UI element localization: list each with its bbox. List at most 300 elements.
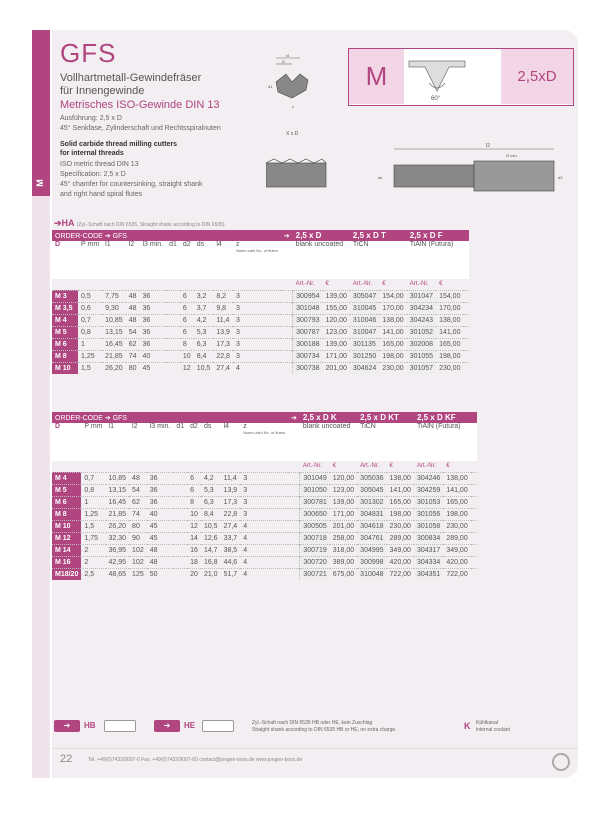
table-cell: 3 bbox=[233, 326, 281, 338]
table-cell: 4 bbox=[240, 532, 288, 544]
table-cell: 13,15 bbox=[106, 484, 130, 496]
table-cell: 11,4 bbox=[221, 472, 241, 484]
table-cell: 74 bbox=[129, 508, 147, 520]
product-table-2 bbox=[52, 412, 477, 580]
shank-note bbox=[252, 720, 397, 734]
table-row bbox=[52, 326, 469, 338]
table-cell: 420,00 bbox=[387, 556, 414, 568]
table-cell: 8,4 bbox=[194, 350, 214, 362]
table-cell: 8,2 bbox=[213, 290, 233, 302]
table-cell: M 8 bbox=[52, 508, 81, 520]
table-cell: M 8 bbox=[52, 350, 78, 362]
table-cell: 300734 bbox=[293, 350, 323, 362]
table-cell: 48 bbox=[126, 314, 140, 326]
coating-label: TiCN bbox=[357, 423, 414, 461]
table-cell: 3 bbox=[240, 484, 288, 496]
english-title bbox=[60, 140, 177, 158]
label-spacer bbox=[187, 461, 201, 472]
table-cell: 4 bbox=[233, 362, 281, 374]
label-spacer bbox=[102, 279, 126, 290]
drawing-d1: d1 bbox=[268, 84, 273, 89]
drawing-x: x bbox=[292, 104, 294, 109]
table-cell: M 10 bbox=[52, 362, 78, 374]
row-spacer bbox=[288, 532, 300, 544]
de-spec-1: Ausführung: 2,5 x D bbox=[60, 115, 122, 122]
table-cell: 21,0 bbox=[201, 568, 221, 580]
table-cell: 42,95 bbox=[106, 556, 130, 568]
table-cell: 20 bbox=[187, 568, 201, 580]
column-head: z Nuten-zahl No. of flutes bbox=[233, 241, 281, 279]
table-cell: 26,20 bbox=[102, 362, 126, 374]
table-cell: 349,00 bbox=[387, 544, 414, 556]
table-cell: 44,6 bbox=[221, 556, 241, 568]
spacer bbox=[281, 241, 293, 279]
table-cell: 8 bbox=[180, 338, 194, 350]
table-cell: 54 bbox=[126, 326, 140, 338]
table-cell: 310048 bbox=[357, 568, 386, 580]
table-cell: 310045 bbox=[350, 302, 379, 314]
table-row bbox=[52, 520, 477, 532]
order-code: ORDER-CODE ➔ GFS bbox=[52, 230, 281, 241]
table-cell: 301047 bbox=[407, 290, 436, 302]
drawing-l3min: l3 min. bbox=[506, 153, 518, 158]
label-spacer bbox=[147, 461, 174, 472]
column-head: D bbox=[52, 241, 78, 279]
table-cell: 304761 bbox=[357, 532, 386, 544]
table-cell: 230,00 bbox=[443, 520, 470, 532]
sub-fill bbox=[463, 241, 469, 279]
eur-label: € bbox=[389, 463, 393, 470]
table-cell: 0,7 bbox=[81, 472, 105, 484]
label-spacer bbox=[233, 279, 281, 290]
table-cell: 300834 bbox=[414, 532, 443, 544]
row-spacer bbox=[288, 508, 300, 520]
column-head: l2 bbox=[129, 423, 147, 461]
table-cell: 165,00 bbox=[379, 338, 406, 350]
table-cell: 301302 bbox=[357, 496, 386, 508]
table-cell: 4 bbox=[240, 568, 288, 580]
table-cell: 165,00 bbox=[387, 496, 414, 508]
table-cell bbox=[173, 496, 187, 508]
table-cell: 171,00 bbox=[323, 350, 350, 362]
coating-label: TiCN bbox=[350, 241, 407, 279]
table-cell: 1 bbox=[78, 338, 102, 350]
label-spacer bbox=[129, 461, 147, 472]
label-spacer bbox=[180, 279, 194, 290]
table-cell: M18/20 bbox=[52, 568, 81, 580]
page-footer bbox=[52, 748, 578, 770]
table-cell: 14,7 bbox=[201, 544, 221, 556]
row-fill bbox=[471, 556, 477, 568]
table-cell: 0,5 bbox=[78, 290, 102, 302]
table-cell: 198,00 bbox=[436, 350, 463, 362]
table-cell: 62 bbox=[129, 496, 147, 508]
row-fill bbox=[471, 520, 477, 532]
table-cell: 8,4 bbox=[201, 508, 221, 520]
order-code: ORDER-CODE ➔ GFS bbox=[52, 412, 288, 423]
table-cell: 12 bbox=[187, 520, 201, 532]
table-cell: 141,00 bbox=[443, 484, 470, 496]
label-spacer bbox=[213, 279, 233, 290]
table-cell: 32,30 bbox=[106, 532, 130, 544]
table-cell bbox=[173, 484, 187, 496]
table-cell: 51,7 bbox=[221, 568, 241, 580]
table-cell: 722,00 bbox=[387, 568, 414, 580]
table-cell: 230,00 bbox=[379, 362, 406, 374]
table-cell: 0,6 bbox=[78, 302, 102, 314]
row-fill bbox=[463, 362, 469, 374]
table-cell: 3 bbox=[233, 338, 281, 350]
row-spacer bbox=[288, 472, 300, 484]
header-fill bbox=[471, 412, 477, 423]
table-cell bbox=[166, 314, 180, 326]
table-cell: 50 bbox=[147, 568, 174, 580]
table-cell: 2,5 bbox=[81, 568, 105, 580]
thread-profile-icon bbox=[407, 53, 467, 103]
table-cell: 4,2 bbox=[201, 472, 221, 484]
row-spacer bbox=[288, 544, 300, 556]
group-header: 2,5 x D T bbox=[350, 230, 407, 241]
column-head: l1 bbox=[106, 423, 130, 461]
table-cell: 304234 bbox=[407, 302, 436, 314]
drawing-ds: ds bbox=[378, 175, 383, 180]
table-cell: 165,00 bbox=[436, 338, 463, 350]
coating-label: TiAlN (Futura) bbox=[414, 423, 471, 461]
row-fill bbox=[463, 338, 469, 350]
table-cell: 304243 bbox=[407, 314, 436, 326]
coolant-letter: K bbox=[464, 721, 471, 731]
table-cell: 123,00 bbox=[330, 484, 357, 496]
table-cell: 722,00 bbox=[443, 568, 470, 580]
table-row bbox=[52, 496, 477, 508]
table-cell: 36 bbox=[139, 338, 166, 350]
table-cell: 2 bbox=[81, 556, 105, 568]
table-cell: 6 bbox=[187, 472, 201, 484]
table-cell bbox=[173, 556, 187, 568]
table-cell: 40 bbox=[139, 350, 166, 362]
table-cell: 3 bbox=[233, 314, 281, 326]
table-row bbox=[52, 362, 469, 374]
label-spacer bbox=[106, 461, 130, 472]
ha-note: (Zyl.-Schaft nach DIN 6535, Straight shank according to DIN 6535) bbox=[76, 222, 225, 228]
table-cell: M 10 bbox=[52, 520, 81, 532]
column-head: l2 bbox=[126, 241, 140, 279]
row-spacer bbox=[288, 496, 300, 508]
column-head: P mm bbox=[78, 241, 102, 279]
drawing-xd: X x D bbox=[286, 131, 299, 137]
table-cell: 36,95 bbox=[106, 544, 130, 556]
table-cell: 141,00 bbox=[436, 326, 463, 338]
table-cell: 138,00 bbox=[387, 472, 414, 484]
table-cell: 301057 bbox=[407, 362, 436, 374]
table-cell: 13,9 bbox=[221, 484, 241, 496]
row-spacer bbox=[288, 568, 300, 580]
table-cell: 48 bbox=[126, 302, 140, 314]
row-fill bbox=[471, 568, 477, 580]
table-cell: 36 bbox=[139, 302, 166, 314]
coating-label: blank uncoated bbox=[293, 241, 350, 279]
table-cell: 300793 bbox=[293, 314, 323, 326]
table-cell: 120,00 bbox=[330, 472, 357, 484]
table-cell: 21,85 bbox=[102, 350, 126, 362]
en-line-1: Solid carbide thread milling cutters bbox=[60, 141, 178, 148]
group-header: 2,5 x D K bbox=[300, 412, 357, 423]
table-cell: 18 bbox=[187, 556, 201, 568]
table-cell bbox=[173, 532, 187, 544]
label-spacer bbox=[166, 279, 180, 290]
label-spacer bbox=[221, 461, 241, 472]
he-arrow-icon: ➔ bbox=[154, 720, 180, 732]
label-spacer bbox=[288, 461, 300, 472]
table-cell bbox=[166, 302, 180, 314]
coating-label: TiAlN (Futura) bbox=[407, 241, 464, 279]
side-tab bbox=[32, 30, 50, 778]
table-cell: 12 bbox=[180, 362, 194, 374]
table-cell: 0,8 bbox=[81, 484, 105, 496]
table-row bbox=[52, 508, 477, 520]
german-spec bbox=[60, 114, 221, 134]
table-cell: 170,00 bbox=[379, 302, 406, 314]
table-cell: 300954 bbox=[293, 290, 323, 302]
column-head: l4 bbox=[213, 241, 233, 279]
table-cell: 349,00 bbox=[443, 544, 470, 556]
de-spec-2: 45° Senkfase, Zylinderschaft und Rechtsspiralnuten bbox=[60, 125, 221, 132]
shank-note-en: Straight shank according to DIN 6535 HB or HE, no extra charge. bbox=[252, 727, 397, 733]
page-number: 22 bbox=[60, 753, 73, 765]
main-content bbox=[52, 30, 578, 778]
table-cell: 0,8 bbox=[78, 326, 102, 338]
table-cell: M 3 bbox=[52, 290, 78, 302]
z-note: Nuten-zahl No. of flutes bbox=[235, 248, 278, 253]
table-cell: 4 bbox=[240, 556, 288, 568]
en-line-2: for internal threads bbox=[60, 150, 124, 157]
table-cell: 289,00 bbox=[443, 532, 470, 544]
table-cell: 10,85 bbox=[106, 472, 130, 484]
table-cell: 1,25 bbox=[78, 350, 102, 362]
row-fill bbox=[471, 496, 477, 508]
label-spacer bbox=[52, 279, 78, 290]
en-spec-1: ISO metric thread DIN 13 bbox=[60, 161, 139, 168]
side-tab-highlight bbox=[32, 30, 50, 196]
drawing-l1: l1 bbox=[282, 59, 286, 64]
table-row bbox=[52, 544, 477, 556]
table-cell: M 12 bbox=[52, 532, 81, 544]
sub-fill bbox=[471, 423, 477, 461]
table-cell: 45 bbox=[147, 520, 174, 532]
label-spacer bbox=[52, 461, 81, 472]
table-cell: 8 bbox=[187, 496, 201, 508]
table-cell: 301050 bbox=[300, 484, 330, 496]
table-cell: 301055 bbox=[407, 350, 436, 362]
hb-shank-icon bbox=[104, 720, 136, 732]
table-cell: 304618 bbox=[357, 520, 386, 532]
table-row bbox=[52, 556, 477, 568]
table-cell: 305045 bbox=[357, 484, 386, 496]
de-line-1: Vollhartmetall-Gewindefräser bbox=[60, 72, 202, 84]
table-cell: 6 bbox=[180, 290, 194, 302]
table-cell: 1,25 bbox=[81, 508, 105, 520]
table-cell: 38,5 bbox=[221, 544, 241, 556]
table-cell: 198,00 bbox=[443, 508, 470, 520]
table-cell bbox=[166, 362, 180, 374]
table-row bbox=[52, 472, 477, 484]
table-cell: 289,00 bbox=[387, 532, 414, 544]
hb-arrow-icon: ➔ bbox=[54, 720, 80, 732]
header-fill bbox=[463, 230, 469, 241]
table-cell bbox=[173, 520, 187, 532]
table-row bbox=[52, 290, 469, 302]
cutter-dimension-drawing bbox=[266, 125, 576, 215]
table-cell: 12,6 bbox=[201, 532, 221, 544]
table-cell: 102 bbox=[129, 544, 147, 556]
table-cell: 304351 bbox=[414, 568, 443, 580]
table-cell: 3 bbox=[240, 496, 288, 508]
table-cell: 3 bbox=[233, 290, 281, 302]
table-cell: 310046 bbox=[350, 314, 379, 326]
table-cell: 1,75 bbox=[81, 532, 105, 544]
table-cell: 301048 bbox=[293, 302, 323, 314]
label-spacer bbox=[281, 279, 293, 290]
table-cell: M 5 bbox=[52, 484, 81, 496]
table-cell: 139,00 bbox=[330, 496, 357, 508]
table-cell: 13,15 bbox=[102, 326, 126, 338]
table-cell: 45 bbox=[147, 532, 174, 544]
row-spacer bbox=[288, 484, 300, 496]
eur-label: € bbox=[325, 281, 329, 288]
table-row bbox=[52, 314, 469, 326]
table-cell: 90 bbox=[129, 532, 147, 544]
table-row bbox=[52, 532, 477, 544]
row-spacer bbox=[281, 362, 293, 374]
row-fill bbox=[471, 532, 477, 544]
group-header: 2,5 x D F bbox=[407, 230, 464, 241]
material-letter: M bbox=[349, 49, 404, 104]
en-spec-2: Specification: 2,5 x D bbox=[60, 171, 126, 178]
table-cell: 301052 bbox=[407, 326, 436, 338]
table-cell: 36 bbox=[147, 496, 174, 508]
table-cell: 45 bbox=[139, 362, 166, 374]
label-spacer bbox=[78, 279, 102, 290]
table-cell: 80 bbox=[129, 520, 147, 532]
group-header: 2,5 x D KT bbox=[357, 412, 414, 423]
table-cell: 6 bbox=[180, 314, 194, 326]
table-cell: 54 bbox=[129, 484, 147, 496]
order-arrow-icon: ➔ bbox=[281, 230, 293, 241]
table-cell: 16 bbox=[187, 544, 201, 556]
table-cell: 6 bbox=[187, 484, 201, 496]
table-cell: 1,5 bbox=[78, 362, 102, 374]
table-cell: 10,5 bbox=[201, 520, 221, 532]
table-cell: 9,30 bbox=[102, 302, 126, 314]
table-cell: 304334 bbox=[414, 556, 443, 568]
table-cell: 40 bbox=[147, 508, 174, 520]
shank-note-de: Zyl.-Schaft nach DIN 6535 HB oder HE, kein Zuschlag bbox=[252, 720, 373, 726]
table-cell: 305036 bbox=[357, 472, 386, 484]
table-cell: M 14 bbox=[52, 544, 81, 556]
art-label: Art.-Nr. bbox=[302, 463, 322, 470]
table-cell: 300998 bbox=[357, 556, 386, 568]
art-label: Art.-Nr. bbox=[352, 281, 372, 288]
table-cell: 3,2 bbox=[194, 290, 214, 302]
row-fill bbox=[463, 326, 469, 338]
row-spacer bbox=[288, 556, 300, 568]
table-cell: 154,00 bbox=[436, 290, 463, 302]
column-head: z Nuten-zahl No. of flutes bbox=[240, 423, 288, 461]
column-head: d2 bbox=[187, 423, 201, 461]
coolant-en: internal coolant bbox=[476, 727, 510, 733]
table-cell: 230,00 bbox=[387, 520, 414, 532]
en-spec-4: and right hand spiral flutes bbox=[60, 191, 143, 198]
column-head: P mm bbox=[81, 423, 105, 461]
table-cell: 2 bbox=[81, 544, 105, 556]
table-cell: 138,00 bbox=[379, 314, 406, 326]
table-cell: 1,5 bbox=[81, 520, 105, 532]
table-cell: 22,8 bbox=[221, 508, 241, 520]
table-cell: 3,7 bbox=[194, 302, 214, 314]
table-cell: 301250 bbox=[350, 350, 379, 362]
product-table-1 bbox=[52, 230, 469, 374]
table-cell: 36 bbox=[147, 484, 174, 496]
table-cell: 154,00 bbox=[379, 290, 406, 302]
table-cell: M 4 bbox=[52, 314, 78, 326]
table-row bbox=[52, 484, 477, 496]
z-note: Nuten-zahl No. of flutes bbox=[243, 430, 286, 435]
row-fill bbox=[463, 314, 469, 326]
side-tab-letter: M bbox=[34, 179, 45, 187]
table-cell: 301058 bbox=[414, 520, 443, 532]
table-cell: 62 bbox=[126, 338, 140, 350]
table-cell: 141,00 bbox=[387, 484, 414, 496]
table-cell: 26,20 bbox=[106, 520, 130, 532]
table-cell bbox=[173, 508, 187, 520]
thread-angle: 60° bbox=[431, 96, 441, 102]
label-spacer bbox=[81, 461, 105, 472]
ha-label: ➔HA (Zyl.-Schaft nach DIN 6535, Straight shank according to DIN 6535) bbox=[54, 218, 225, 228]
hb-label: HB bbox=[84, 721, 96, 730]
table-cell: 6,3 bbox=[194, 338, 214, 350]
table-cell: 675,00 bbox=[330, 568, 357, 580]
contact-line: Tel. +49(0)7432/9097-0 Fax. +49(0)7432/9097-60 contact@jongen-boss.de www.jongen-boss.de bbox=[88, 757, 303, 763]
table-cell: M 6 bbox=[52, 496, 81, 508]
table-cell: 170,00 bbox=[436, 302, 463, 314]
table-cell: 10,85 bbox=[102, 314, 126, 326]
column-head: d1 bbox=[173, 423, 187, 461]
row-fill bbox=[463, 302, 469, 314]
table-cell: 48 bbox=[126, 290, 140, 302]
eur-label: € bbox=[446, 463, 450, 470]
table-cell: 198,00 bbox=[387, 508, 414, 520]
table-cell: M 6 bbox=[52, 338, 78, 350]
ha-code: HA bbox=[61, 218, 75, 228]
table-cell: 21,85 bbox=[106, 508, 130, 520]
row-fill bbox=[471, 472, 477, 484]
table-cell: 258,00 bbox=[330, 532, 357, 544]
column-head: D bbox=[52, 423, 81, 461]
row-spacer bbox=[288, 520, 300, 532]
table-cell: 310047 bbox=[350, 326, 379, 338]
drawing-d2: d2 bbox=[558, 175, 563, 180]
art-label: Art.-Nr. bbox=[295, 281, 315, 288]
row-spacer bbox=[281, 350, 293, 362]
table-cell: M 3,5 bbox=[52, 302, 78, 314]
table-cell bbox=[173, 568, 187, 580]
table-cell: 304259 bbox=[414, 484, 443, 496]
table-cell: 301053 bbox=[414, 496, 443, 508]
table-cell: 139,00 bbox=[323, 290, 350, 302]
shank-options bbox=[52, 718, 578, 736]
table-cell: 3 bbox=[233, 350, 281, 362]
row-fill bbox=[471, 484, 477, 496]
